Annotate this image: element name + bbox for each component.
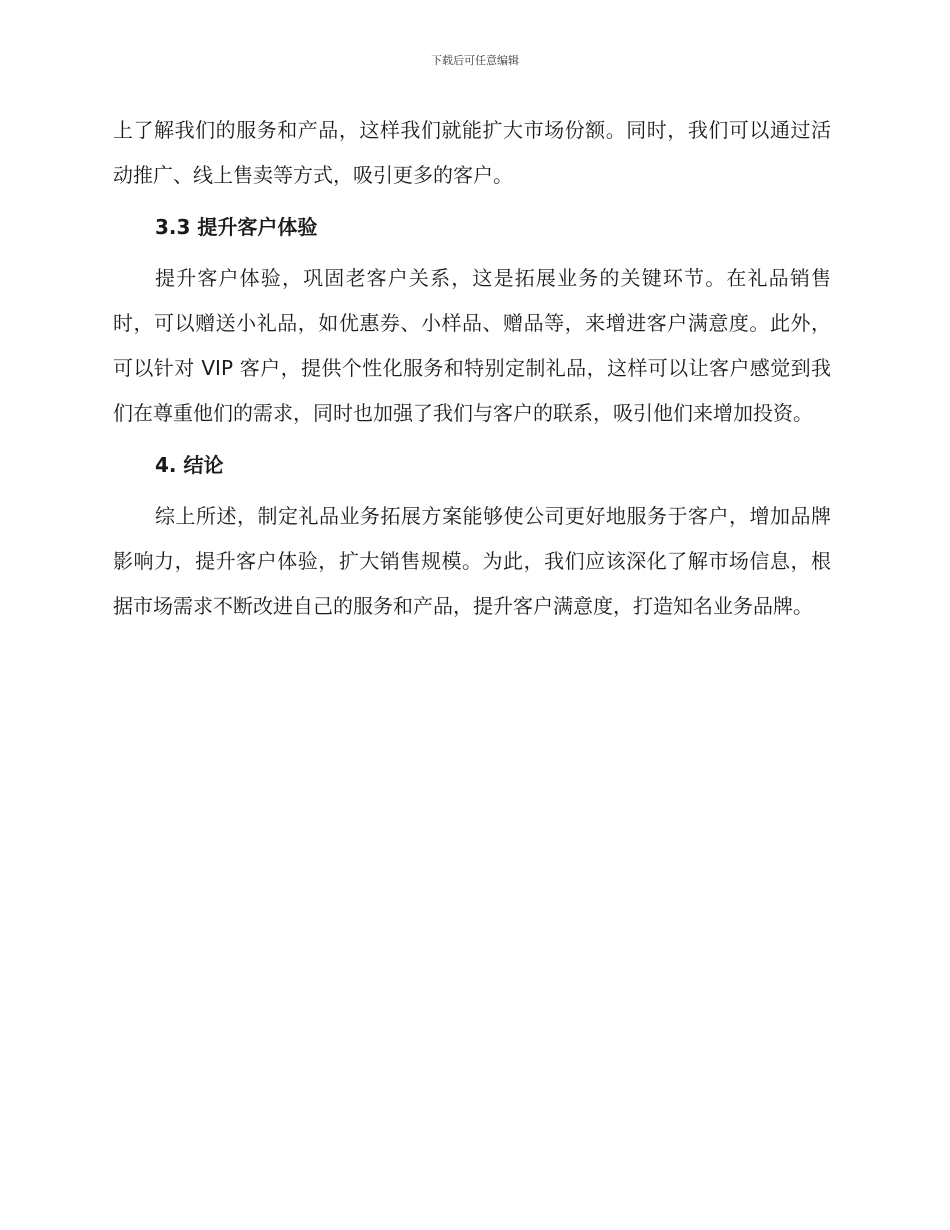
continued-paragraph: 上了解我们的服务和产品，这样我们就能扩大市场份额。同时，我们可以通过活动推广、线上售卖等方式，吸引更多的客户。 <box>113 118 831 187</box>
document-body <box>113 108 831 629</box>
page-header: 下载后可任意编辑 <box>431 54 519 67</box>
section-heading-3-3: 3.3 提升客户体验 <box>155 215 318 239</box>
section-3-3-paragraph: 提升客户体验，巩固老客户关系，这是拓展业务的关键环节。在礼品销售时，可以赠送小礼品，如优惠券、小样品、赠品等，来增进客户满意度。此外，可以针对 VIP 客户，提供个性化服务和特别定制礼品，这样可以让客户感觉到我们在尊重他们的需求，同时也加强了我们与客户的联系，吸引他们来增加投资。 <box>113 266 831 425</box>
section-4-paragraph: 综上所述，制定礼品业务拓展方案能够使公司更好地服务于客户，增加品牌影响力，提升客户体验，扩大销售规模。为此，我们应该深化了解市场信息，根据市场需求不断改进自己的服务和产品，提升客户满意度，打造知名业务品牌。 <box>113 504 831 618</box>
section-heading-4: 4. 结论 <box>155 453 224 477</box>
